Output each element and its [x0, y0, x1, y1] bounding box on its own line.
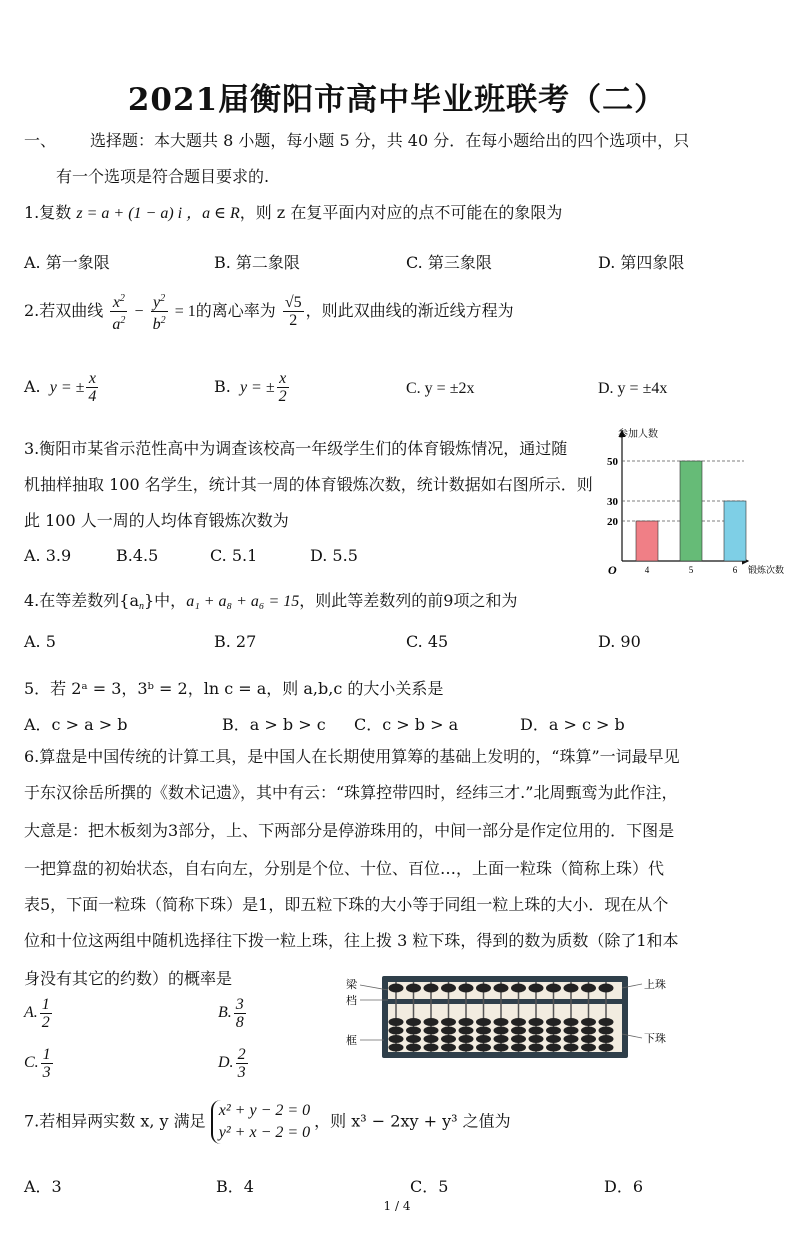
q6-option-c	[24, 1046, 55, 1081]
q2-option-c: C. y = ±2x	[406, 380, 475, 397]
q1-option-d: D. 第四象限	[598, 253, 685, 272]
q7-option-c: C．5	[410, 1177, 449, 1196]
lower-bead	[441, 1035, 456, 1043]
q1-option-a: A. 第一象限	[24, 253, 110, 272]
q3-option-c: C. 5.1	[210, 546, 258, 565]
q4-option-c: C. 45	[406, 632, 449, 651]
q6-optD-num: 2	[237, 1046, 246, 1063]
q2-optA-label: A.	[24, 377, 41, 396]
lower-bead	[529, 1035, 544, 1043]
q6-line4: 一把算盘的初始状态，自右向左，分别是个位、十位、百位…，上面一粒珠（简称上珠）代	[24, 859, 665, 878]
q6-option-b	[218, 996, 248, 1031]
section-instructions-line1: 选择题：本大题共 8 小题，每小题 5 分，共 40 分．在每小题给出的四个选项中，只	[90, 131, 690, 150]
q6-optC-den: 3	[42, 1064, 51, 1081]
lower-bead	[511, 1027, 526, 1035]
q1-math: z = a + (1 − a) i ，a ∈ R	[76, 205, 240, 222]
abacus-frame-label: 框	[346, 1034, 357, 1047]
lower-bead	[476, 1018, 491, 1026]
q6-optB-num: 3	[235, 996, 244, 1013]
q5-option-c: C．c > b > a	[354, 715, 459, 734]
lower-bead	[424, 1027, 439, 1035]
q2-ecc-den: 2	[283, 311, 304, 329]
q6-line5: 表5，下面一粒珠（简称下珠）是1，即五粒下珠的大小等于同组一粒上珠的大小．现在从个	[24, 895, 669, 914]
q7-eq2: y² + x − 2 = 0	[218, 1124, 311, 1141]
upper-bead	[599, 984, 614, 993]
q6-optB-label: B.	[218, 1004, 232, 1022]
q6-line2: 于东汉徐岳所撰的《数术记遗》，其中有云：“珠算控带四时，经纬三才.”北周甄鸾为此作注，	[24, 783, 678, 802]
lower-bead	[546, 1035, 561, 1043]
q1-stem	[24, 200, 562, 223]
q3-option-b: B.4.5	[116, 546, 159, 565]
lower-bead	[406, 1027, 421, 1035]
q1-suffix: ，则 z 在复平面内对应的点不可能在的象限为	[239, 203, 563, 222]
section-number: 一、	[24, 131, 57, 150]
abacus-rod-label: 档	[346, 994, 357, 1007]
lower-bead	[581, 1044, 596, 1052]
lower-bead	[424, 1018, 439, 1026]
q2-eq-tail: = 1	[174, 303, 196, 320]
lower-bead	[389, 1035, 404, 1043]
y-tick-label: 30	[607, 496, 618, 508]
upper-bead	[581, 984, 596, 993]
lower-bead	[546, 1018, 561, 1026]
q6-line1: 6.算盘是中国传统的计算工具，是中国人在长期使用算筹的基础上发明的，“珠算”一词最早见	[24, 747, 680, 766]
q6-line3: 大意是：把木板刻为3部分，上、下两部分是停游珠用的，中间一部分是作定位用的．下图是	[24, 821, 675, 840]
abacus-beam-label: 梁	[346, 978, 357, 991]
q4-option-b: B. 27	[214, 632, 257, 651]
q4-condition: a₁ + a₈ + a₆ = 15	[186, 593, 300, 610]
upper-bead	[424, 984, 439, 993]
q4-option-d: D. 90	[598, 632, 641, 651]
lower-bead	[511, 1035, 526, 1043]
q4-option-a: A. 5	[24, 632, 56, 651]
upper-bead	[441, 984, 456, 993]
abacus-lower-bead-label: 下珠	[644, 1032, 666, 1045]
q2-frac-x: $\frac{x^2}{a^2}$	[112, 293, 126, 333]
lower-bead	[599, 1035, 614, 1043]
page-title: 2021届衡阳市高中毕业班联考（二）	[127, 82, 667, 118]
abacus-figure	[340, 970, 700, 1066]
q2-option-b: B. y = ± $\frac{x}{2}$	[214, 370, 287, 405]
q2-option-a: A. y = ± $\frac{x}{4}$	[24, 370, 97, 405]
upper-bead	[494, 984, 509, 993]
lower-bead	[564, 1018, 579, 1026]
q4-prefix: 4.在等差数列{a	[24, 591, 139, 610]
q3-option-a: A. 3.9	[24, 546, 72, 565]
lower-bead	[389, 1044, 404, 1052]
q6-line7: 身没有其它的约数）的概率是	[24, 969, 233, 988]
upper-bead	[389, 984, 404, 993]
q2-frac-y: $\frac{y^2}{b^2}$	[152, 293, 166, 333]
q6-optB-den: 8	[235, 1014, 244, 1031]
q2-prefix: 2.若双曲线	[24, 301, 104, 320]
q7-suffix: ，则 x³ − 2xy + y³ 之值为	[314, 1111, 511, 1131]
lower-bead	[511, 1044, 526, 1052]
lower-bead	[511, 1018, 526, 1026]
q2-mid: 的离心率为	[195, 301, 276, 320]
lower-bead	[441, 1018, 456, 1026]
q3-line1: 3.衡阳市某省示范性高中为调查该校高一年级学生们的体育锻炼情况，通过随	[24, 439, 568, 458]
q6-optA-den: 2	[41, 1014, 50, 1031]
upper-bead	[511, 984, 526, 993]
y-tick-label: 50	[607, 456, 618, 468]
q2-eccentricity	[283, 294, 304, 329]
lower-bead	[494, 1044, 509, 1052]
q2-stem: 2.若双曲线 $\frac{x^2}{a^2}$ − $\frac{y^2}{b^2}$ = 1的离心率为 $\frac{√5}{2}$ ，则此双曲线的渐近线方程为	[24, 290, 514, 333]
q7-stem	[24, 1100, 511, 1144]
x-axis-label: 锻炼次数	[748, 566, 785, 576]
q1-prefix: 1.复数	[24, 203, 72, 222]
q6-line6: 位和十位这两组中随机选择往下拨一粒上珠，往上拨 3 粒下珠，得到的数为质数（除了1和本	[24, 931, 679, 950]
q6-optC-label: C.	[24, 1054, 39, 1072]
lower-bead	[476, 1035, 491, 1043]
lower-bead	[494, 1018, 509, 1026]
q6-optC-num: 1	[42, 1046, 51, 1063]
lower-bead	[406, 1018, 421, 1026]
q4-stem: 4.在等差数列$\{a_n\}$中，a₁ + a₈ + a₆ = 15，则此等差数列的前9项之和为	[24, 591, 518, 612]
upper-bead	[564, 984, 579, 993]
q2-optA-den: 4	[88, 388, 97, 405]
abacus-beam	[388, 999, 622, 1004]
q4-mid: }中，	[144, 591, 187, 610]
x-tick-label: 4	[644, 565, 650, 575]
page-number: 1 / 4	[383, 1199, 411, 1213]
lower-bead	[564, 1035, 579, 1043]
y-tick-label: 20	[607, 516, 618, 528]
q7-option-a: A．3	[24, 1177, 62, 1196]
q5-option-b: B．a > b > c	[222, 715, 326, 734]
upper-bead	[476, 984, 491, 993]
lower-bead	[599, 1027, 614, 1035]
x-tick-label: 6	[732, 565, 738, 575]
lower-bead	[581, 1027, 596, 1035]
lower-bead	[459, 1027, 474, 1035]
lower-bead	[581, 1035, 596, 1043]
lower-bead	[406, 1035, 421, 1043]
lower-bead	[599, 1044, 614, 1052]
lower-bead	[546, 1027, 561, 1035]
q6-option-a	[24, 996, 54, 1031]
lower-bead	[389, 1018, 404, 1026]
lower-bead	[494, 1035, 509, 1043]
lower-bead	[529, 1018, 544, 1026]
lower-bead	[529, 1027, 544, 1035]
bar-5	[680, 461, 702, 561]
bar-4	[636, 521, 658, 561]
q7-option-b: B．4	[216, 1177, 254, 1196]
q2-optB-den: 2	[278, 388, 287, 405]
lower-bead	[441, 1027, 456, 1035]
q5-stem: 5．若 2ᵃ = 3，3ᵇ = 2，ln c = a，则 a,b,c 的大小关系是	[24, 679, 444, 698]
q1-option-c: C. 第三象限	[406, 253, 492, 272]
x-tick-label: 5	[688, 565, 694, 575]
lower-bead	[459, 1035, 474, 1043]
lower-bead	[529, 1044, 544, 1052]
lower-bead	[564, 1044, 579, 1052]
lower-bead	[459, 1044, 474, 1052]
q5-option-d: D．a > c > b	[520, 715, 625, 734]
lower-bead	[459, 1018, 474, 1026]
q1-option-b: B. 第二象限	[214, 253, 300, 272]
lower-bead	[599, 1018, 614, 1026]
q6-optA-label: A.	[24, 1004, 38, 1022]
upper-bead	[546, 984, 561, 993]
lower-bead	[494, 1027, 509, 1035]
section-instructions-line2: 有一个选项是符合题目要求的.	[56, 167, 270, 186]
lower-bead	[389, 1027, 404, 1035]
q6-optD-den: 3	[237, 1064, 246, 1081]
lower-bead	[406, 1044, 421, 1052]
upper-bead	[406, 984, 421, 993]
q3-option-d: D. 5.5	[310, 546, 358, 565]
lower-bead	[424, 1035, 439, 1043]
q7-option-d: D．6	[604, 1177, 644, 1196]
lower-bead	[546, 1044, 561, 1052]
lower-bead	[441, 1044, 456, 1052]
bar-6	[724, 501, 746, 561]
upper-bead	[529, 984, 544, 993]
lower-bead	[476, 1027, 491, 1035]
q4-suffix: ，则此等差数列的前9项之和为	[299, 591, 518, 610]
q7-prefix: 7.若相异两实数 x, y 满足	[24, 1111, 206, 1131]
lower-bead	[424, 1044, 439, 1052]
q3-line3: 此 100 人一周的人均体育锻炼次数为	[24, 511, 289, 530]
q6-option-d	[218, 1046, 250, 1081]
q2-ecc-num: √5	[284, 294, 302, 311]
q2-option-d: D. y = ±4x	[598, 380, 668, 397]
q3-line2: 机抽样抽取 100 名学生，统计其一周的体育锻炼次数，统计数据如右图所示．则	[24, 475, 593, 494]
lower-bead	[581, 1018, 596, 1026]
q6-optD-label: D.	[218, 1054, 234, 1072]
y-axis-label: 参加人数	[618, 429, 658, 440]
lower-bead	[564, 1027, 579, 1035]
q5-option-a: A．c > a > b	[24, 715, 128, 734]
q6-optA-num: 1	[41, 996, 50, 1013]
q7-system	[211, 1100, 310, 1144]
origin-label: O	[608, 563, 617, 577]
lower-bead	[476, 1044, 491, 1052]
q7-eq1: x² + y − 2 = 0	[218, 1102, 311, 1119]
upper-bead	[459, 984, 474, 993]
abacus-upper-bead-label: 上珠	[644, 978, 666, 991]
q2-optB-label: B.	[214, 377, 231, 396]
bar-chart	[596, 425, 792, 585]
q2-suffix: ，则此双曲线的渐近线方程为	[305, 301, 514, 320]
